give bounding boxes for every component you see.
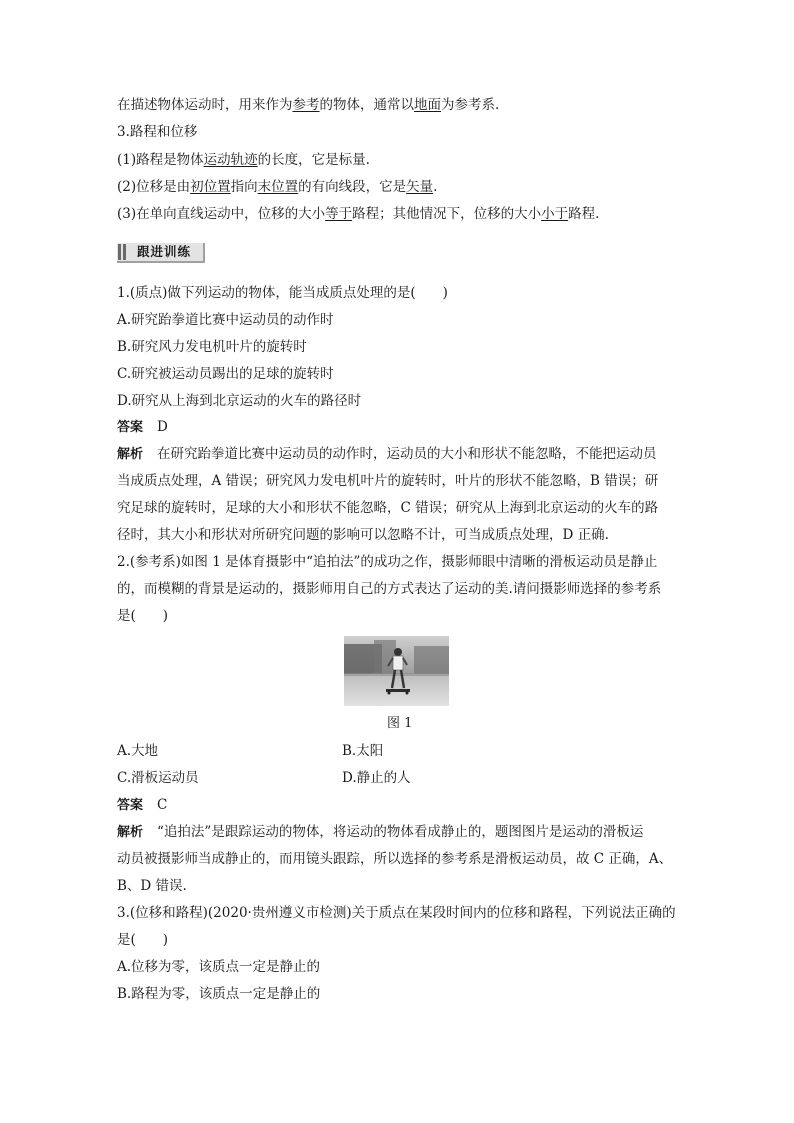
intro-line [117,96,499,114]
q2-analysis-line [117,823,643,842]
q2-stem-line: 2.(参考系)如图 1 是体育摄影中“追拍法”的成功之作，摄影师眼中清晰的滑板运动员是静止 [117,554,658,570]
training-header [117,243,203,263]
analysis-text: 在研究跆拳道比赛中运动员的动作时，运动员的大小和形状不能忽略，不能把运动员 [157,446,657,462]
underlined-term: 地面 [414,97,441,113]
q2-analysis-line: B、D 错误. [117,878,187,894]
text: 路程. [568,206,600,222]
underlined-term: 初位置 [190,179,231,195]
q2-option-b: B.太阳 [342,743,384,759]
photo-illustration [344,636,449,706]
q1-analysis-line: 径时，其大小和形状对所研究问题的影响可以忽略不计，可当成质点处理，D 正确. [117,527,609,543]
header-bar [123,244,126,260]
answer-label: 答案 [117,420,144,435]
text: 的有向线段，它是 [298,179,407,195]
section-item-2 [117,178,437,196]
answer-label: 答案 [117,798,144,813]
q1-analysis-line: 究足球的旋转时，足球的大小和形状不能忽略，C 错误；研究从上海到北京运动的火车的路 [117,500,659,516]
q1-stem: 1.(质点)做下列运动的物体，能当成质点处理的是( ) [117,285,448,301]
analysis-label: 解析 [117,447,144,462]
q2-option-a: A.大地 [117,743,159,759]
q2-stem-line: 的，而模糊的背景是运动的，摄影师用自己的方式表达了运动的美.请问摄影师选择的参考系 [117,581,662,597]
header-label: 跟进训练 [137,244,192,259]
text: 的长度，它是标量. [257,152,370,168]
analysis-label: 解析 [117,825,144,840]
header-bar [118,244,121,260]
q1-option-c: C.研究被运动员踢出的足球的旋转时 [117,366,334,382]
underlined-term: 等于 [325,206,353,222]
underlined-term: 参考 [292,97,320,113]
q2-analysis-line: 动员被摄影师当成静止的，而用镜头跟踪，所以选择的参考系是滑板运动员，故 C 正确，A、 [117,851,673,867]
text: 的物体，通常以 [319,97,414,113]
q1-analysis-line: 当成质点处理，A 错误；研究风力发电机叶片的旋转时，叶片的形状不能忽略，B 错误；研 [117,473,659,489]
q2-stem-line: 是( ) [117,608,169,624]
q1-answer [117,418,168,437]
section-item-1 [117,151,370,169]
q1-analysis-line [117,445,657,464]
underlined-term: 小于 [541,206,569,222]
underlined-term: 末位置 [257,179,299,195]
q1-option-a: A.研究跆拳道比赛中运动员的动作时 [117,312,334,328]
text: (3)在单向直线运动中，位移的大小 [117,206,326,222]
q3-option-a: A.位移为零，该质点一定是静止的 [117,959,321,975]
text: 在描述物体运动时，用来作为 [117,97,293,113]
section-item-3 [117,205,599,223]
q2-option-c: C.滑板运动员 [117,770,199,786]
underlined-term: 运动轨迹 [203,152,258,168]
section-title: 3.路程和位移 [117,124,198,140]
answer-value: C [157,797,168,813]
text: 路程；其他情况下，位移的大小 [352,206,542,222]
q3-option-b: B.路程为零，该质点一定是静止的 [117,986,321,1002]
text: (2)位移是由 [117,179,191,195]
text: 为参考系. [441,97,500,113]
skateboard-photo [344,636,449,706]
q2-answer [117,796,167,815]
q1-option-b: B.研究风力发电机叶片的旋转时 [117,339,307,355]
q1-option-d: D.研究从上海到北京运动的火车的路径时 [117,393,362,409]
text: 指向 [230,179,258,195]
answer-value: D [157,419,168,435]
q3-stem-line: 是( ) [117,932,169,948]
text: . [433,179,438,195]
analysis-text: “追拍法”是跟踪运动的物体，将运动的物体看成静止的，题图图片是运动的滑板运 [157,824,644,840]
figure-caption: 图 1 [387,716,413,731]
q3-stem-line: 3.(位移和路程)(2020·贵州遵义市检测)关于质点在某段时间内的位移和路程，下列说法正确的 [117,905,676,921]
underlined-term: 矢量 [406,179,434,195]
q2-option-d: D.静止的人 [342,770,411,786]
text: (1)路程是物体 [117,152,204,168]
